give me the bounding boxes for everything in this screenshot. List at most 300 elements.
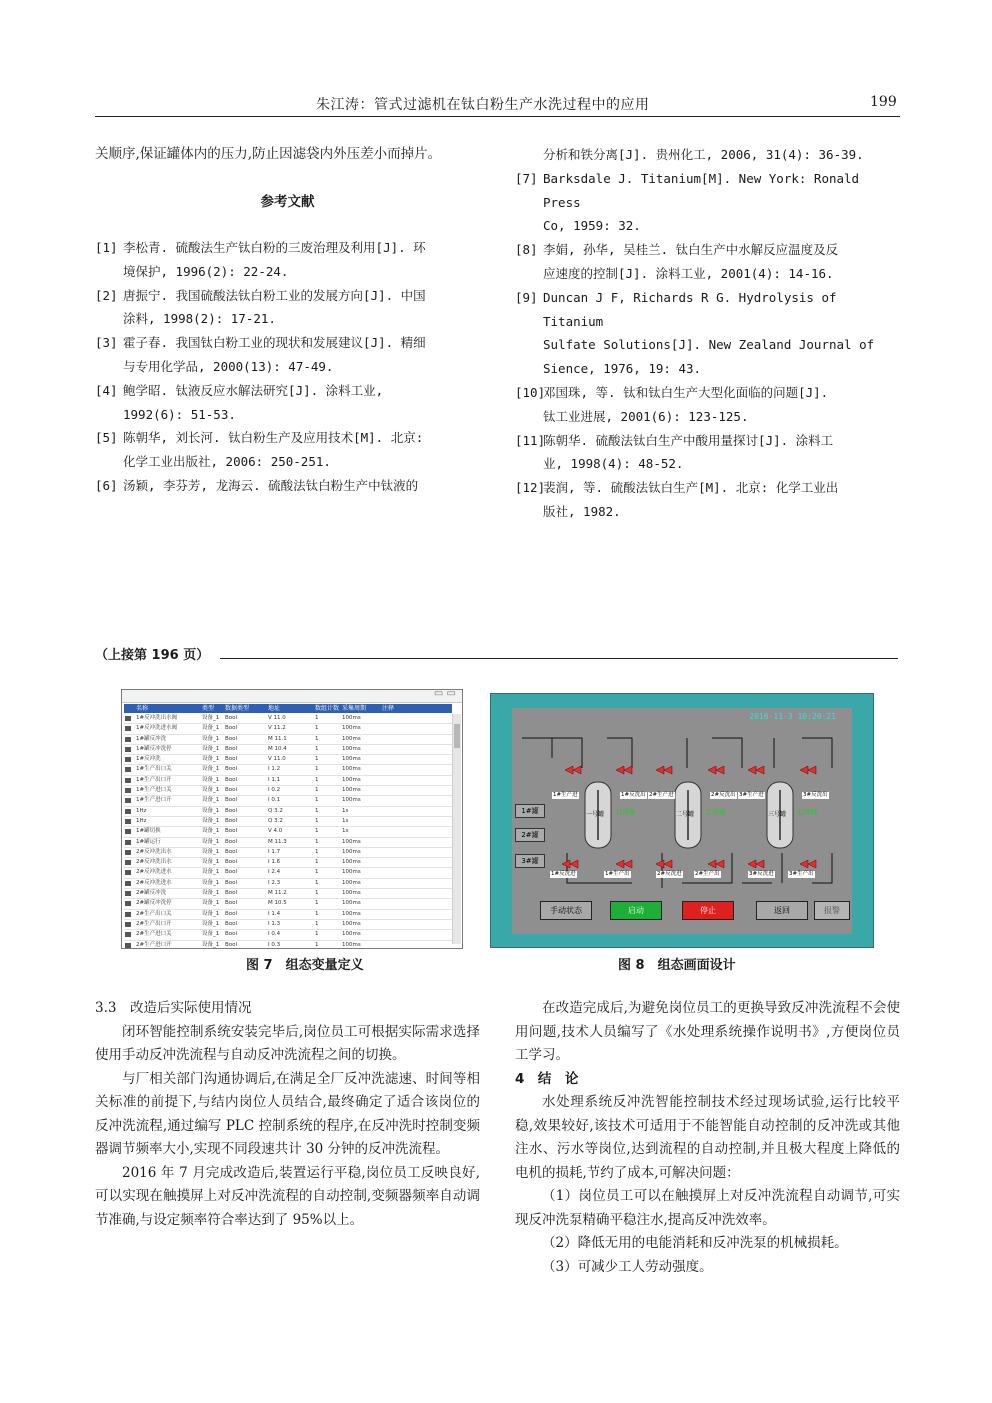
- table-cell: 2#罐反冲洗: [136, 890, 167, 897]
- reference-list-left: [95, 236, 480, 498]
- reference-number: [5]: [95, 430, 118, 446]
- stop-button[interactable]: 停止: [682, 901, 734, 920]
- table-cell: 1: [315, 848, 319, 855]
- table-cell: 2#反冲洗进水: [136, 879, 172, 886]
- table-cell: 1: [315, 776, 319, 783]
- table-cell: 1: [315, 900, 319, 907]
- reference-line: Barksdale J. Titanium[M]. New York: Ronald Press: [543, 170, 860, 210]
- table-cell: Q 3.2: [268, 807, 283, 814]
- reference-line: 1992(6): 51-53.: [123, 406, 236, 422]
- variable-icon: [125, 767, 131, 772]
- reference-item: [515, 286, 900, 381]
- table-cell: 设备_1: [202, 828, 220, 835]
- column-header[interactable]: 地址: [268, 705, 281, 712]
- valve-label: 3#反洗进: [749, 871, 774, 877]
- section-3-3: [95, 997, 480, 1232]
- table-cell: Bool: [225, 817, 238, 824]
- table-cell: 1#罐运行: [136, 838, 161, 845]
- running-header-title: 朱江涛：管式过滤机在钛白粉生产水洗过程中的应用: [316, 97, 650, 113]
- reference-line: 霍子春. 我国钛白粉工业的现状和发展建议[J]. 精细: [123, 335, 426, 351]
- references-heading: 参考文献: [260, 193, 315, 210]
- table-row[interactable]: [124, 889, 452, 899]
- valve-label: 1#反洗进: [551, 871, 576, 877]
- table-cell: I 2.3: [268, 879, 281, 886]
- table-row[interactable]: [124, 724, 452, 734]
- alarm-button[interactable]: 报警: [814, 901, 850, 920]
- reference-number: [8]: [515, 242, 538, 258]
- section-heading: 3.3 改造后实际使用情况: [95, 1000, 252, 1016]
- column-header[interactable]: 名称: [136, 705, 149, 712]
- table-cell: I 1.2: [268, 766, 281, 773]
- table-cell: Bool: [225, 859, 238, 866]
- tank-1-label: 一号罐: [586, 811, 605, 818]
- variable-icon: [125, 850, 131, 855]
- variable-icon: [125, 932, 131, 937]
- valve-label: 2#生产进: [649, 792, 674, 798]
- continuation-label: （上接第 196 页）: [95, 648, 210, 663]
- table-cell: 设备_1: [202, 766, 220, 773]
- table-cell: 2#生产出口关: [136, 910, 172, 917]
- variable-icon: [125, 829, 131, 834]
- variable-icon: [125, 840, 131, 845]
- table-cell: 100ms: [342, 797, 361, 804]
- reference-line: Duncan J F, Richards R G. Hydrolysis of Titanium: [543, 289, 837, 329]
- column-header[interactable]: 类型: [202, 705, 215, 712]
- table-cell: Bool: [225, 725, 238, 732]
- table-scrollbar[interactable]: [452, 714, 461, 944]
- table-row[interactable]: [124, 868, 452, 878]
- section-4-conclusion: [515, 997, 900, 1279]
- table-cell: M 11.2: [268, 890, 287, 897]
- table-cell: 设备_1: [202, 859, 220, 866]
- reference-line: 汤颖, 李芬芳, 龙海云. 硫酸法钛白粉生产中钛液的: [123, 477, 419, 493]
- table-cell: 1: [315, 797, 319, 804]
- table-cell: 1: [315, 725, 319, 732]
- tank-1-state: 已冲洗: [616, 808, 636, 816]
- table-cell: 设备_1: [202, 787, 220, 794]
- table-cell: 1#反冲洗出水阀: [136, 715, 178, 721]
- table-cell: 1: [315, 920, 319, 927]
- table-row[interactable]: [124, 817, 452, 827]
- table-cell: 设备_1: [202, 817, 220, 824]
- table-cell: 设备_1: [202, 879, 220, 886]
- table-row[interactable]: [124, 838, 452, 848]
- table-cell: 1: [315, 817, 319, 824]
- table-cell: 1#生产出口关: [136, 766, 172, 773]
- table-cell: 100ms: [342, 756, 361, 763]
- table-row[interactable]: [124, 714, 452, 724]
- column-header[interactable]: 数据类型: [225, 705, 250, 712]
- paragraph: 闭环智能控制系统安装完毕后,岗位员工可根据实际需求选择使用手动反冲洗流程与自动反冲洗流程之间的切换。: [95, 1023, 480, 1063]
- continuation-rule: [220, 658, 898, 659]
- reference-item: [95, 426, 480, 474]
- valve-label: 3#反洗出: [803, 792, 828, 798]
- table-cell: Bool: [225, 848, 238, 855]
- reference-item: [95, 474, 480, 498]
- table-cell: 1: [315, 931, 319, 938]
- table-cell: 1Hz: [136, 817, 147, 824]
- valve-label: 1#生产进: [553, 792, 578, 798]
- table-cell: 1#罐反冲洗停: [136, 745, 172, 752]
- table-cell: 设备_1: [202, 725, 220, 732]
- reference-item: [95, 331, 480, 379]
- reference-line: 陈朝华. 硫酸法钛白生产中酸用量探讨[J]. 涂料工: [543, 432, 834, 448]
- table-cell: 设备_1: [202, 931, 220, 938]
- reference-line: 与专用化学品, 2000(13): 47-49.: [123, 358, 334, 374]
- table-cell: M 10.4: [268, 745, 287, 752]
- figure-8-caption: 图 8 组态画面设计: [618, 958, 736, 973]
- table-cell: 1s: [342, 807, 349, 814]
- table-cell: 100ms: [342, 941, 361, 948]
- table-cell: I 1.7: [268, 848, 281, 855]
- right-top-column: [515, 143, 900, 524]
- valve-label: 2#反洗出: [711, 792, 736, 798]
- table-row[interactable]: [124, 786, 452, 796]
- variable-icon: [125, 778, 131, 783]
- table-row[interactable]: [124, 920, 452, 930]
- variable-icon: [125, 757, 131, 762]
- table-row[interactable]: [124, 930, 452, 940]
- table-cell: 100ms: [342, 787, 361, 794]
- reference-line: 陈朝华, 刘长河. 钛白粉生产及应用技术[M]. 北京:: [123, 430, 424, 446]
- table-cell: Bool: [225, 890, 238, 897]
- reference-line: Sulfate Solutions[J]. New Zealand Journal of: [543, 337, 875, 353]
- reference-item: [515, 167, 900, 238]
- reference-number: [12]: [515, 480, 546, 496]
- table-cell: 1: [315, 787, 319, 794]
- variable-icon: [125, 943, 131, 948]
- table-cell: Bool: [225, 715, 238, 721]
- reference-number: [9]: [515, 289, 538, 305]
- figure-7-caption: 图 7 组态变量定义: [246, 958, 364, 973]
- table-cell: 100ms: [342, 859, 361, 866]
- figure-8-hmi-screen: [490, 693, 874, 948]
- list-item: （3）可减少工人劳动强度。: [542, 1258, 713, 1275]
- table-cell: 1: [315, 756, 319, 763]
- hmi-panel: [512, 708, 852, 934]
- table-cell: 1s: [342, 828, 349, 835]
- table-cell: 100ms: [342, 869, 361, 876]
- manual-mode-button[interactable]: 手动状态: [540, 901, 592, 920]
- table-cell: 1: [315, 766, 319, 773]
- table-cell: 设备_1: [202, 910, 220, 917]
- table-cell: 设备_1: [202, 745, 220, 752]
- table-cell: 1: [315, 828, 319, 835]
- table-cell: 1: [315, 807, 319, 814]
- table-cell: 100ms: [342, 931, 361, 938]
- table-row[interactable]: [124, 848, 452, 858]
- table-cell: 100ms: [342, 745, 361, 752]
- tank-2-button[interactable]: 2#罐: [515, 828, 545, 842]
- table-body: [124, 714, 452, 949]
- table-cell: 1#生产出口开: [136, 776, 172, 783]
- table-cell: 设备_1: [202, 838, 220, 845]
- section-heading: 4 结 论: [515, 1070, 579, 1087]
- table-cell: 1: [315, 910, 319, 917]
- page-number: 199: [870, 94, 897, 110]
- list-item: （1）岗位员工可以在触摸屏上对反冲洗流程自动调节,可实现反冲洗泵精确平稳注水,提高反冲洗效率。: [515, 1188, 900, 1228]
- variable-icon: [125, 901, 131, 906]
- table-cell: 100ms: [342, 776, 361, 783]
- table-cell: I 0.4: [268, 931, 281, 938]
- reference-line: 应速度的控制[J]. 涂料工业, 2001(4): 14-16.: [543, 265, 834, 281]
- table-cell: 100ms: [342, 766, 361, 773]
- table-row[interactable]: [124, 735, 452, 745]
- table-cell: 100ms: [342, 879, 361, 886]
- table-cell: 100ms: [342, 920, 361, 927]
- table-cell: 2#反冲洗出水: [136, 859, 172, 866]
- table-cell: 1: [315, 838, 319, 845]
- table-cell: 2#反冲洗进水: [136, 869, 172, 876]
- variable-icon: [125, 870, 131, 875]
- table-cell: M 11.3: [268, 838, 287, 845]
- table-row[interactable]: [124, 899, 452, 909]
- reference-line: 邓国珠, 等. 钛和钛白生产大型化面临的问题[J].: [543, 384, 829, 400]
- table-cell: 100ms: [342, 890, 361, 897]
- reference-line: Co, 1959: 32.: [543, 218, 641, 234]
- table-cell: V 11.0: [268, 756, 286, 763]
- valve-label: 3#生产出: [789, 871, 814, 877]
- table-cell: 1#罐反冲洗: [136, 735, 167, 742]
- column-header[interactable]: 采集周期: [342, 705, 367, 712]
- start-button[interactable]: 启动: [610, 901, 662, 920]
- table-cell: V 11.2: [268, 725, 286, 732]
- variable-icon: [125, 860, 131, 865]
- table-cell: 设备_1: [202, 807, 220, 814]
- table-cell: I 1.3: [268, 920, 281, 927]
- reference-item: [95, 379, 480, 427]
- table-cell: I 1.6: [268, 859, 281, 866]
- tank-2-label: 二号罐: [676, 811, 695, 818]
- table-row[interactable]: [124, 776, 452, 786]
- reference-line: 李娟, 孙华, 吴桂兰. 钛白生产中水解反应温度及反: [543, 242, 839, 258]
- reference-number: [1]: [95, 240, 118, 255]
- reference-item: [515, 238, 900, 286]
- table-row[interactable]: [124, 941, 452, 949]
- reference-number: [3]: [95, 335, 118, 351]
- table-cell: Bool: [225, 828, 238, 835]
- tank-3-button[interactable]: 3#罐: [515, 854, 545, 868]
- table-cell: 2#罐反冲洗停: [136, 900, 172, 907]
- table-cell: 100ms: [342, 848, 361, 855]
- table-cell: 1: [315, 745, 319, 752]
- table-cell: 1s: [342, 817, 349, 824]
- table-cell: Bool: [225, 910, 238, 917]
- reference-item: [95, 236, 480, 284]
- table-cell: 设备_1: [202, 797, 220, 804]
- table-cell: 设备_1: [202, 776, 220, 783]
- table-cell: 2#生产进口开: [136, 941, 172, 948]
- valve-label: 3#生产进: [739, 792, 764, 798]
- table-cell: V 4.0: [268, 828, 283, 835]
- table-cell: I 1.1: [268, 776, 281, 783]
- paragraph: 水处理系统反冲洗智能控制技术经过现场试验,运行比较平稳,效果较好,该技术可适用于不能智能自动控制的反冲洗或其他注水、污水等岗位,达到流程的自动控制,并且极大程度上降低的电机的损耗,节约了成本,可解决问题：: [515, 1094, 900, 1181]
- variable-icon: [125, 819, 131, 824]
- table-cell: 100ms: [342, 735, 361, 742]
- variable-icon: [125, 798, 131, 803]
- valve-label: 2#生产出: [695, 871, 720, 877]
- table-cell: 设备_1: [202, 890, 220, 897]
- reference-line: 境保护, 1996(2): 22-24.: [123, 263, 289, 279]
- table-cell: 1: [315, 869, 319, 876]
- table-row[interactable]: [124, 745, 452, 755]
- paragraph: 与厂相关部门沟通协调后,在满足全厂反冲洗滤速、时间等相关标准的前提下,与结内岗位人员结合,最终确定了适合该岗位的反冲洗流程,通过编写 PLC 控制系统的程序,在反冲洗时控制变频器调节频率大小,实现不同段速共计 30 分钟的反冲洗流程。: [95, 1070, 480, 1157]
- hmi-clock: 2016-11-3 10:20:21: [749, 712, 836, 721]
- reference-item: [515, 429, 900, 477]
- reference-line: 钛工业进展, 2001(6): 123-125.: [543, 408, 749, 424]
- table-cell: 100ms: [342, 838, 361, 845]
- variable-icon: [125, 737, 131, 742]
- table-cell: Bool: [225, 776, 238, 783]
- table-cell: 设备_1: [202, 735, 220, 742]
- table-cell: 1: [315, 879, 319, 886]
- variable-icon: [125, 922, 131, 927]
- table-row[interactable]: [124, 858, 452, 868]
- table-cell: Bool: [225, 797, 238, 804]
- table-cell: Bool: [225, 756, 238, 763]
- reference-number: [10]: [515, 384, 546, 400]
- reference-number: [4]: [95, 382, 118, 398]
- reference-list-right: [515, 167, 900, 524]
- table-cell: I 2.4: [268, 869, 281, 876]
- table-cell: M 11.1: [268, 735, 287, 742]
- variable-icon: [125, 881, 131, 886]
- table-cell: I 0.3: [268, 941, 281, 948]
- table-row[interactable]: [124, 827, 452, 837]
- reference-number: [6]: [95, 477, 118, 493]
- table-cell: 1Hz: [136, 807, 147, 814]
- table-cell: Bool: [225, 766, 238, 773]
- reference-number: [11]: [515, 432, 546, 448]
- reference-item: [95, 284, 480, 332]
- table-cell: 1: [315, 890, 319, 897]
- paragraph: 2016 年 7 月完成改造后,装置运行平稳,岗位员工反映良好,可以实现在触摸屏上对反冲洗流程的自动控制,变频器频率自动调节准确,与设定频率符合率达到了 95%以上。: [95, 1164, 480, 1228]
- table-cell: Bool: [225, 787, 238, 794]
- column-header[interactable]: 注释: [382, 705, 395, 712]
- table-cell: M 10.5: [268, 900, 287, 907]
- figure-7-variable-table: [121, 689, 463, 949]
- variable-icon: [125, 726, 131, 731]
- table-cell: V 11.0: [268, 715, 286, 721]
- table-cell: Bool: [225, 941, 238, 948]
- table-cell: 1: [315, 859, 319, 866]
- variable-icon: [125, 809, 131, 814]
- table-cell: Bool: [225, 745, 238, 752]
- variable-icon: [125, 747, 131, 752]
- reference-6-continuation: 分析和铁分离[J]. 贵州化工, 2006, 31(4): 36-39.: [543, 147, 864, 162]
- table-cell: 设备_1: [202, 756, 220, 763]
- tank-2-state: 已冲洗: [706, 808, 726, 816]
- valve-label: 1#反洗出: [621, 792, 646, 798]
- table-cell: 2#生产进口关: [136, 931, 172, 938]
- reference-number: [2]: [95, 287, 118, 303]
- reference-number: [7]: [515, 170, 538, 186]
- variable-icon: [125, 788, 131, 793]
- table-cell: Bool: [225, 735, 238, 742]
- table-cell: Bool: [225, 807, 238, 814]
- valve-label: 2#反洗进: [657, 871, 682, 877]
- table-cell: 1: [315, 941, 319, 948]
- table-cell: 1#生产进口开: [136, 797, 172, 804]
- table-row[interactable]: [124, 807, 452, 817]
- table-cell: 100ms: [342, 900, 361, 907]
- table-row[interactable]: [124, 879, 452, 889]
- scrollbar-thumb[interactable]: [454, 724, 460, 748]
- table-cell: 设备_1: [202, 869, 220, 876]
- table-cell: 2#生产出口开: [136, 920, 172, 927]
- variable-icon: [125, 891, 131, 896]
- table-cell: 设备_1: [202, 715, 220, 721]
- tank-3-state: 已冲洗: [798, 808, 818, 816]
- table-cell: I 0.1: [268, 797, 281, 804]
- table-row[interactable]: [124, 765, 452, 775]
- table-cell: 1: [315, 735, 319, 742]
- table-cell: I 1.4: [268, 910, 281, 917]
- table-row[interactable]: [124, 910, 452, 920]
- table-cell: Bool: [225, 920, 238, 927]
- variable-icon: [125, 716, 131, 721]
- tank-1-button[interactable]: 1#罐: [515, 804, 545, 818]
- table-cell: 设备_1: [202, 900, 220, 907]
- column-header[interactable]: 数组计数: [315, 705, 340, 712]
- reference-line: 李松青. 硫酸法生产钛白粉的三废治理及利用[J]. 环: [123, 240, 426, 255]
- table-cell: 100ms: [342, 715, 361, 721]
- header-rule: [95, 116, 900, 117]
- reference-line: 涂料, 1998(2): 17-21.: [123, 311, 276, 327]
- reference-line: 鲍学昭. 钛液反应水解法研究[J]. 涂料工业,: [123, 382, 384, 398]
- left-top-column: [95, 143, 480, 498]
- table-cell: Bool: [225, 838, 238, 845]
- reference-item: [515, 381, 900, 429]
- table-cell: Bool: [225, 931, 238, 938]
- continued-paragraph: 关顺序,保证罐体内的压力,防止因滤袋内外压差小而掉片。: [95, 146, 442, 162]
- table-toolbar: [122, 690, 462, 703]
- reference-line: Sience, 1976, 19: 43.: [543, 361, 702, 377]
- table-header: [124, 704, 452, 713]
- table-cell: 1#反冲洗进水阀: [136, 725, 178, 732]
- reference-line: 裴润, 等. 硫酸法钛白生产[M]. 北京: 化学工业出: [543, 480, 839, 496]
- reference-line: 唐振宁. 我国硫酸法钛白粉工业的发展方向[J]. 中国: [123, 287, 426, 303]
- table-cell: 2#反冲洗出水: [136, 848, 172, 855]
- back-button[interactable]: 返回: [756, 901, 808, 920]
- table-cell: 设备_1: [202, 920, 220, 927]
- table-cell: Bool: [225, 900, 238, 907]
- table-cell: 1#生产进口关: [136, 787, 172, 794]
- reference-item: [515, 476, 900, 524]
- variable-icon: [125, 912, 131, 917]
- table-row[interactable]: [124, 796, 452, 806]
- reference-line: 业, 1998(4): 48-52.: [543, 456, 684, 472]
- toolbar-icon: ▭ ▭: [433, 689, 456, 699]
- table-cell: 设备_1: [202, 848, 220, 855]
- table-cell: I 0.2: [268, 787, 281, 794]
- list-item: （2）降低无用的电能消耗和反冲洗泵的机械损耗。: [542, 1235, 848, 1251]
- table-cell: 1#罐切换: [136, 828, 161, 835]
- table-cell: 1#反冲洗: [136, 756, 161, 763]
- reference-line: 版社, 1982.: [543, 503, 621, 519]
- table-cell: Bool: [225, 869, 238, 876]
- tank-3-label: 三号罐: [768, 811, 787, 818]
- table-row[interactable]: [124, 755, 452, 765]
- valve-label: 1#生产出: [605, 871, 630, 877]
- table-cell: Q 3.2: [268, 817, 283, 824]
- table-cell: 100ms: [342, 910, 361, 917]
- paragraph: 在改造完成后,为避免岗位员工的更换导致反冲洗流程不会使用问题,技术人员编写了《水处理系统操作说明书》,方便岗位员工学习。: [515, 1000, 900, 1063]
- table-cell: 设备_1: [202, 941, 220, 948]
- reference-line: 化学工业出版社, 2006: 250-251.: [123, 454, 331, 470]
- table-cell: Bool: [225, 879, 238, 886]
- table-cell: 1: [315, 715, 319, 721]
